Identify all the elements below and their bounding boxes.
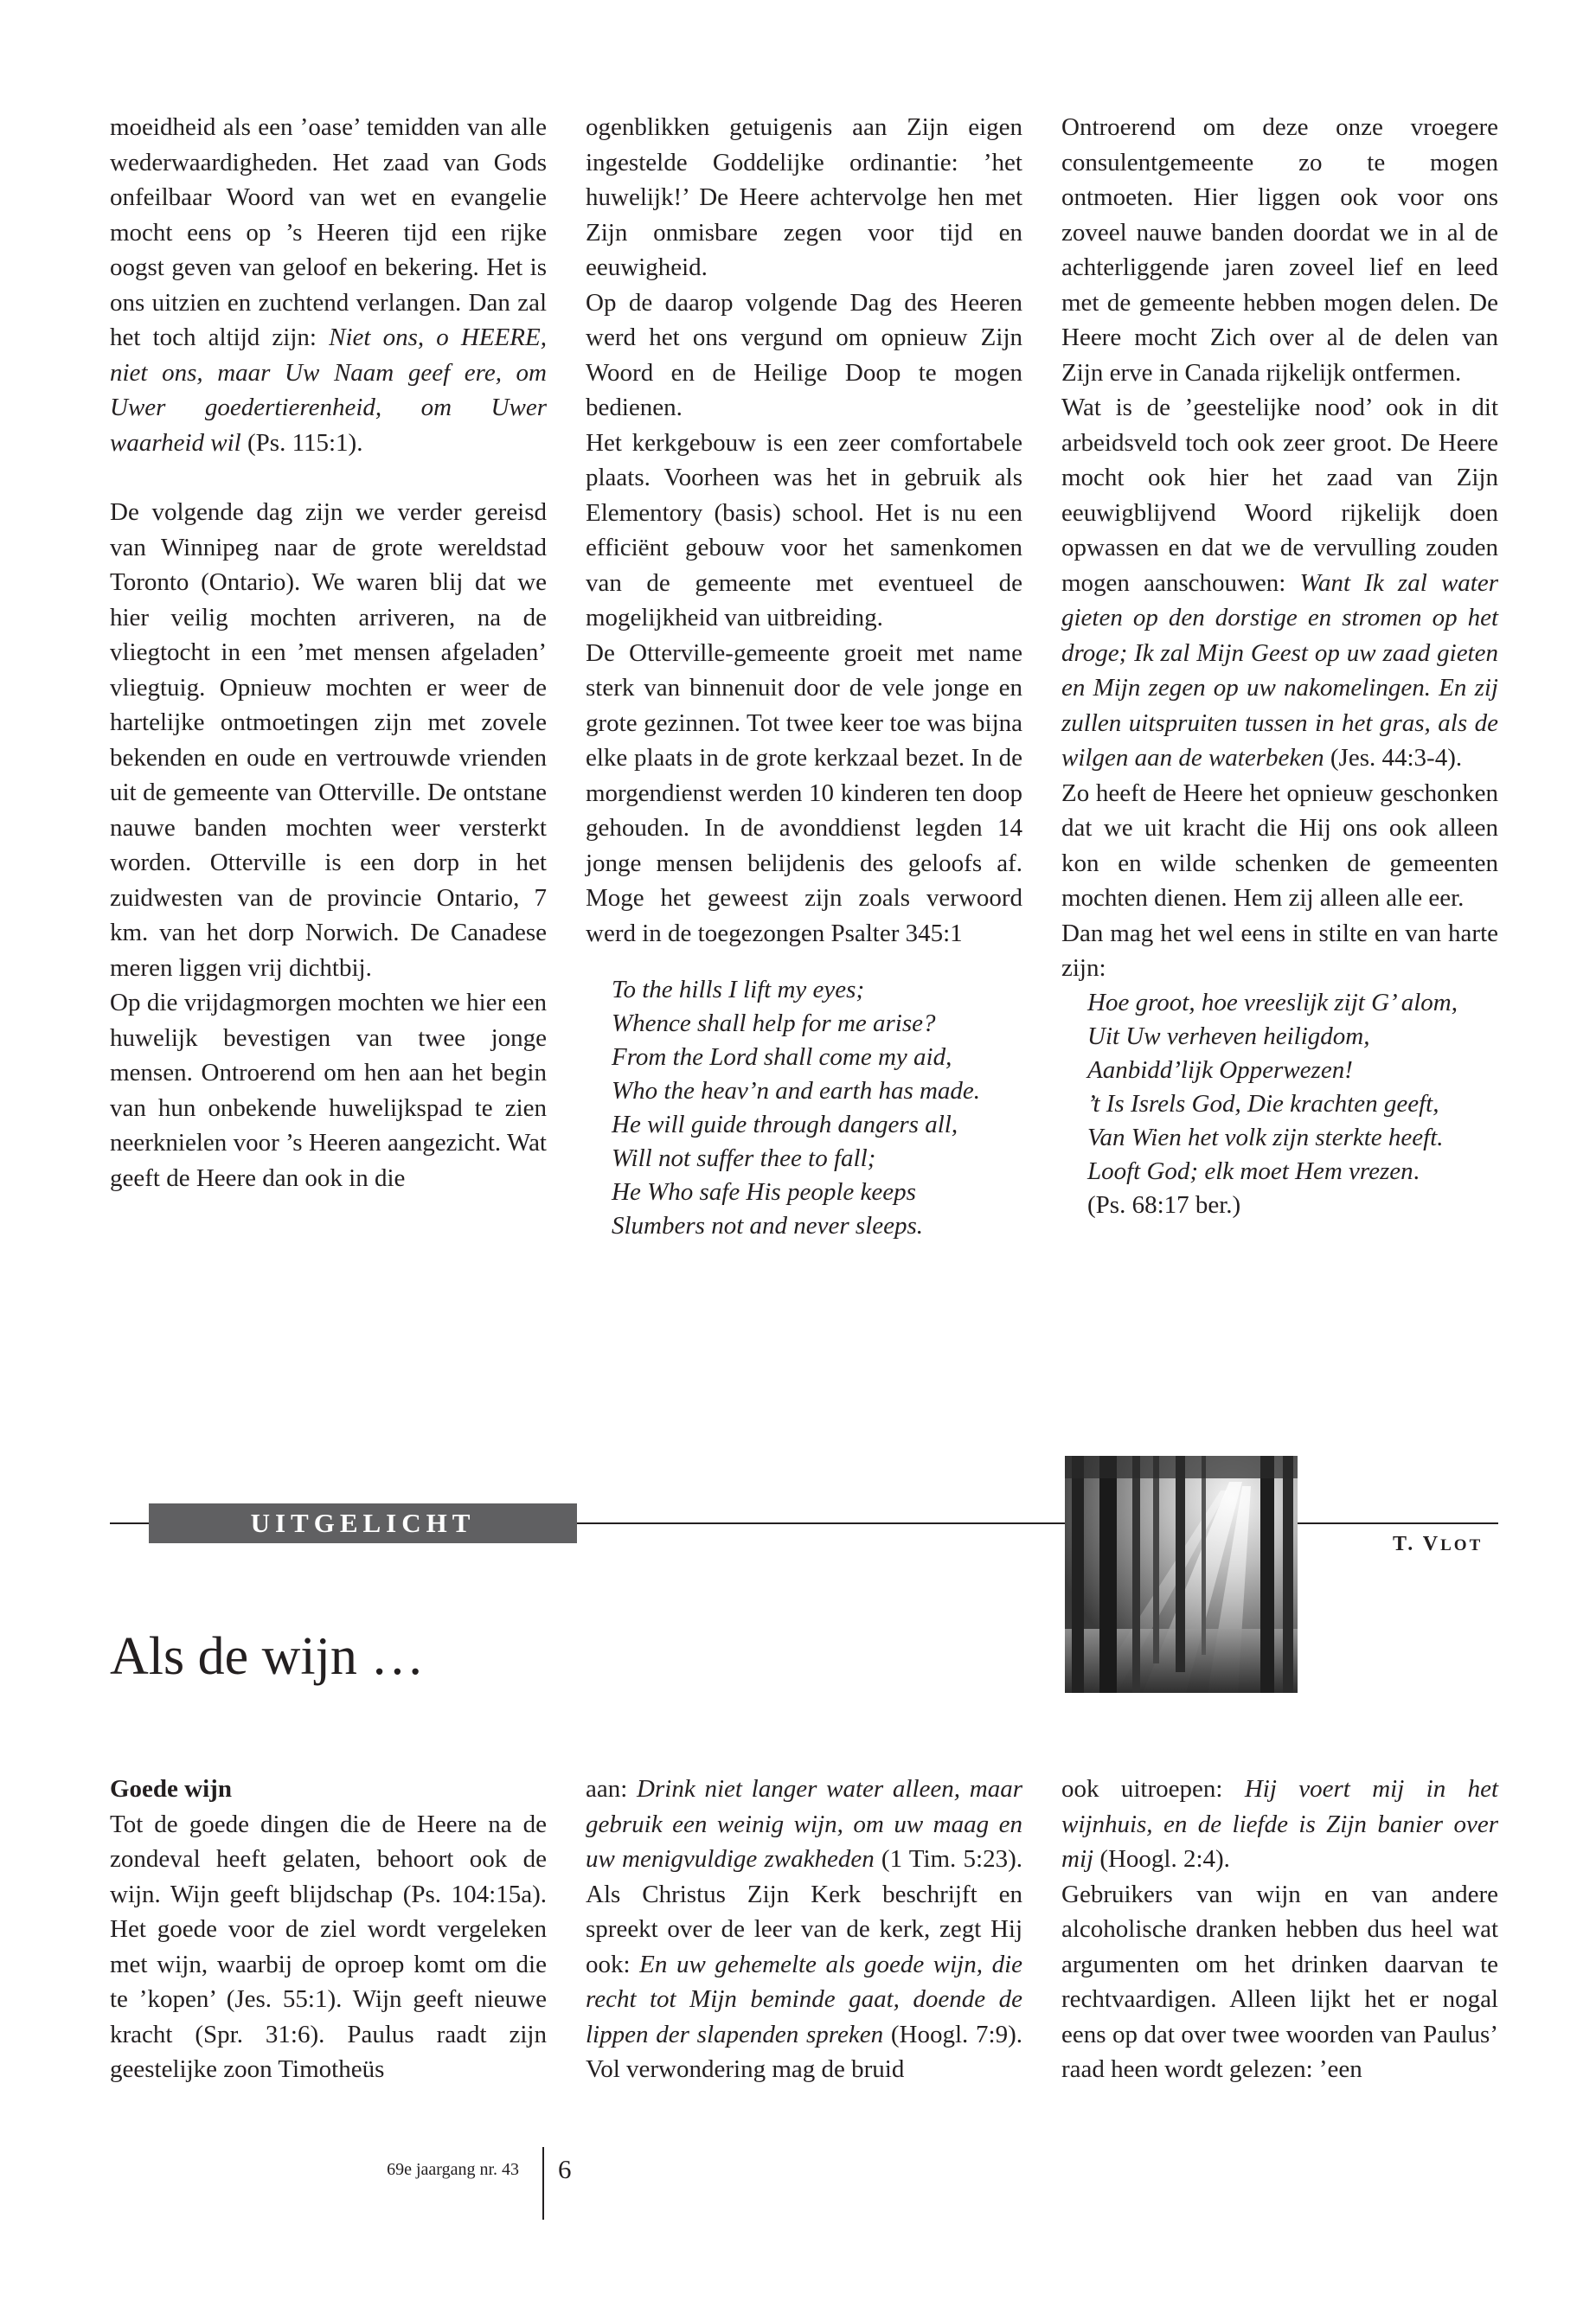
verse-line: Will not suffer thee to fall; (612, 1144, 876, 1172)
subheading: Goede wijn (110, 1775, 232, 1803)
bottom-column-2 (586, 1772, 1022, 2087)
issue-label: 69e jaargang nr. 43 (387, 2160, 519, 2179)
bottom-column-1 (110, 1772, 547, 2087)
paragraph: ogenblikken getuigenis aan Zijn eigen ingestelde Goddelijke ordinantie: ’het huwelijk!’ De Heere achtervolge hen met Zijn onmisbare zegen voor tijd en eeuwigheid. (586, 113, 1022, 281)
paragraph: De Otterville-gemeente groeit met name sterk van binnenuit door de vele jonge en grote gezinnen. Tot twee keer toe was bijna elke plaats in de grote kerkzaal bezet. In de morgendienst werden 10 kinderen ten doop gehouden. In de avonddienst legden 14 jonge mensen belijdenis des geloofs af. Moge het geweest zijn zoals verwoord werd in de toegezongen Psalter 345:1 (586, 638, 1022, 947)
paragraph: ook uitroepen: Hij voert mij in het wijnhuis, en de liefde is Zijn banier over mij (Hoogl. 2:4). (1061, 1775, 1499, 1873)
paragraph: Ontroerend om deze onze vroegere consulentgemeente zo te mogen ontmoeten. Hier liggen ook voor ons zoveel nauwe banden doordat we in al de achterliggende jaren zoveel lief en leed met de gemeente hebben mogen delen. De Heere mocht Zich over al de delen van Zijn erve in Canada rijkelijk ontfermen. (1061, 113, 1498, 387)
verse-line: Looft God; elk moet Hem vrezen. (1087, 1157, 1420, 1185)
verse-reference: (Ps. 68:17 ber.) (1087, 1190, 1241, 1219)
paragraph: De volgende dag zijn we verder gereisd van Winnipeg naar de grote wereldstad Toronto (Ontario). We waren blij dat we hier veilig mochten arriveren, na de vliegtocht in een ’met mensen afgeladen’ vliegtuig. Opnieuw mochten er weer de hartelijke ontmoetingen zijn met zovele bekenden en oude en vertrouwde vrienden uit de gemeente van Otterville. De ontstane nauwe banden mochten weer versterkt worden. Otterville is een dorp in het zuidwesten van de provincie Ontario, 7 km. van het dorp Norwich. De Canadese meren liggen vrij dichtbij. (110, 498, 547, 982)
forest-sunbeams-photo (1065, 1456, 1298, 1693)
verse-line: To the hills I lift my eyes; (612, 976, 865, 1003)
paragraph: Wat is de ’geestelijke nood’ ook in dit arbeidsveld toch ook zeer groot. De Heere mocht ook hier het zaad van Zijn eeuwigblijvend Woord rijkelijk doen opwassen en dat we de vervulling zouden mogen aanschouwen: Want Ik zal water gieten op den dorstige en stromen op het droge; Ik zal Mijn Geest op uw zaad gieten en Mijn zegen op uw nakomelingen. En zij zullen uitspruiten tussen in het gras, als de wilgen aan de waterbeken (Jes. 44:3-4). (1061, 394, 1498, 772)
verse-line: Whence shall help for me arise? (612, 1009, 936, 1037)
paragraph: Op de daarop volgende Dag des Heeren werd het ons vergund om opnieuw Zijn Woord en de Heilige Doop te mogen bedienen. (586, 288, 1022, 421)
author-name: T. VLOT (1393, 1533, 1484, 1555)
paragraph: aan: Drink niet langer water alleen, maar gebruik een weinig wijn, om uw maag en uw menigvuldige zwakheden (1 Tim. 5:23). Als Christus Zijn Kerk beschrijft en spreekt over de leer van de kerk, zegt Hij ook: En uw gehemelte als goede wijn, die recht tot Mijn beminde gaat, doende de lippen der slapenden spreken (Hoogl. 7:9). Vol verwondering mag de bruid (586, 1775, 1023, 2083)
top-column-1 (110, 110, 547, 1195)
top-column-3 (1061, 110, 1498, 1222)
article-title: Als de wijn … (110, 1627, 425, 1686)
page-number: 6 (558, 2154, 572, 2184)
verse-line: Uit Uw verheven heiligdom, (1087, 1022, 1370, 1050)
paragraph: Gebruikers van wijn en van andere alcoholische dranken hebben dus heel wat argumenten om het drinken daarvan te rechtvaardigen. Alleen lijkt het er nogal eens op dat over twee woorden van Paulus’ raad heen wordt gelezen: ’een (1061, 1880, 1498, 2083)
verse-line: ’t Is Isrels God, Die krachten geeft, (1087, 1089, 1439, 1118)
bottom-column-3 (1061, 1772, 1498, 2087)
verse-line: Who the heav’n and earth has made. (612, 1077, 981, 1105)
verse-line: Van Wien het volk zijn sterkte heeft. (1087, 1123, 1444, 1151)
paragraph: Dan mag het wel eens in stilte en van harte zijn: (1061, 919, 1498, 982)
paragraph: Het kerkgebouw is een zeer comfortabele plaats. Voorheen was het in gebruik als Elementory (basis) school. Het is nu een efficiënt gebouw voor het samenkomen van de gemeente met eventueel de mogelijkheid van uitbreiding. (586, 428, 1022, 631)
psalm-verse (1061, 986, 1498, 1222)
verse-line: He Who safe His people keeps (612, 1178, 916, 1206)
psalter-verse (586, 973, 1022, 1243)
verse-line: Aanbidd’lijk Opperwezen! (1087, 1055, 1353, 1084)
section-banner: UITGELICHT (149, 1503, 577, 1543)
verse-line: He will guide through dangers all, (612, 1111, 958, 1138)
paragraph: Tot de goede dingen die de Heere na de zondeval heeft gelaten, behoort ook de wijn. Wijn geeft blijdschap (Ps. 104:15a). Het goede voor de ziel wordt vergeleken met wijn, waarbij de oproep komt om die te ’kopen’ (Jes. 55:1). Wijn geeft nieuwe kracht (Spr. 31:6). Paulus raadt zijn geestelijke zoon Timotheüs (110, 1810, 547, 2083)
header-rule-right (1298, 1522, 1498, 1524)
paragraph: moeidheid als een ’oase’ temidden van alle wederwaardigheden. Het zaad van Gods onfeilbaar Woord van wet en evangelie mocht eens op ’s Heeren tijd een rijke oogst geven van geloof en bekering. Het is ons uitzien en zuchtend verlangen. Dan zal het toch altijd zijn: Niet ons, o HEERE, niet ons, maar Uw Naam geef ere, om Uwer goedertierenheid, om Uwer waarheid wil (Ps. 115:1). (110, 113, 547, 457)
footer-divider (542, 2147, 544, 2220)
verse-line: From the Lord shall come my aid, (612, 1043, 952, 1071)
verse-line: Hoe groot, hoe vreeslijk zijt G’ alom, (1087, 988, 1458, 1016)
verse-line: Slumbers not and never sleeps. (612, 1212, 924, 1240)
paragraph: Op die vrijdagmorgen mochten we hier een huwelijk bevestigen van twee jonge mensen. Ontroerend om hen aan het begin van hun onbekende huwelijkspad te zien neerknielen voor ’s Heeren aangezicht. Wat geeft de Heere dan ook in die (110, 989, 547, 1192)
paragraph: Zo heeft de Heere het opnieuw geschonken dat we uit kracht die Hij ons ook alleen kon en wilde schenken de gemeenten mochten dienen. Hem zij alleen alle eer. (1061, 779, 1498, 912)
top-column-2 (586, 110, 1022, 1243)
